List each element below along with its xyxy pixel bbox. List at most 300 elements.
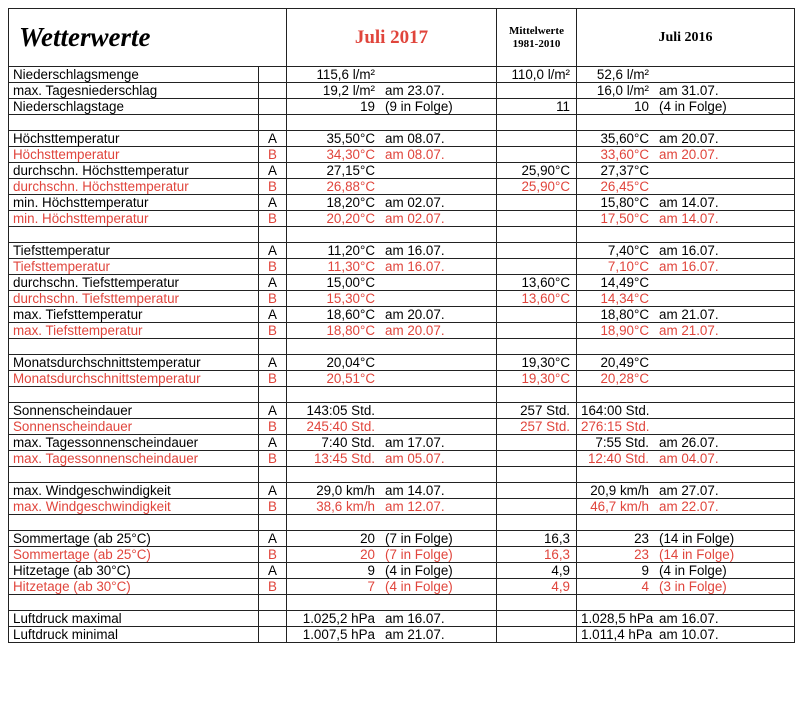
value-2016-main: 33,60°C — [600, 147, 649, 162]
value-2017-main: 18,60°C — [326, 307, 375, 322]
value-2017-note: am 21.07. — [385, 627, 445, 642]
row-label: durchschn. Höchsttemperatur — [9, 179, 259, 195]
row-station: A — [259, 355, 287, 371]
value-2017-note: am 14.07. — [385, 483, 445, 498]
value-2016-note: am 26.07. — [659, 435, 719, 450]
value-mittelwert — [497, 611, 577, 627]
value-2017-main: 34,30°C — [326, 147, 375, 162]
value-2017-main: 9 — [367, 563, 375, 578]
value-2017 — [287, 403, 497, 419]
value-2016-main: 14,34°C — [600, 291, 649, 306]
empty-cell — [577, 595, 795, 611]
empty-cell — [259, 339, 287, 355]
empty-cell — [497, 227, 577, 243]
row-station: A — [259, 307, 287, 323]
value-mittelwert: 19,30°C — [497, 371, 577, 387]
value-2016-main: 164:00 Std. — [581, 403, 650, 418]
table-row — [9, 419, 795, 435]
empty-cell — [287, 339, 497, 355]
value-2016-note: am 31.07. — [659, 83, 719, 98]
value-mittelwert: 110,0 l/m² — [497, 67, 577, 83]
empty-cell — [287, 515, 497, 531]
value-mittelwert — [497, 243, 577, 259]
empty-cell — [259, 467, 287, 483]
spacer-row — [9, 515, 795, 531]
row-station: A — [259, 163, 287, 179]
empty-cell — [287, 227, 497, 243]
value-2017 — [287, 179, 497, 195]
row-label: Tiefsttemperatur — [9, 259, 259, 275]
row-station — [259, 627, 287, 643]
spacer-row — [9, 227, 795, 243]
value-2016 — [577, 419, 795, 435]
value-2017 — [287, 499, 497, 515]
row-label: min. Höchsttemperatur — [9, 211, 259, 227]
value-2016-main: 18,80°C — [600, 307, 649, 322]
value-2016-main: 7:55 Std. — [595, 435, 649, 450]
value-2017-note: am 20.07. — [385, 323, 445, 338]
table-row — [9, 131, 795, 147]
value-2017 — [287, 275, 497, 291]
header-row — [9, 9, 795, 67]
value-2017 — [287, 195, 497, 211]
value-2017 — [287, 547, 497, 563]
value-2016 — [577, 403, 795, 419]
value-2017-main: 11,20°C — [327, 243, 375, 258]
empty-cell — [497, 515, 577, 531]
row-label: Niederschlagsmenge — [9, 67, 259, 83]
value-2016 — [577, 611, 795, 627]
value-mittelwert — [497, 131, 577, 147]
value-2017-note: am 16.07. — [385, 259, 445, 274]
value-2016-note: (4 in Folge) — [659, 99, 727, 114]
value-2017 — [287, 435, 497, 451]
row-station — [259, 611, 287, 627]
row-label: durchschn. Tiefsttemperatur — [9, 275, 259, 291]
table-row — [9, 499, 795, 515]
empty-cell — [577, 467, 795, 483]
value-2016 — [577, 579, 795, 595]
value-2017-main: 19,2 l/m² — [322, 83, 375, 98]
value-2016-main: 1.028,5 hPa — [581, 611, 654, 626]
value-2016-main: 23 — [634, 547, 649, 562]
spacer-row — [9, 387, 795, 403]
value-2017-main: 115,6 l/m² — [316, 67, 375, 82]
value-2016 — [577, 147, 795, 163]
row-station: A — [259, 483, 287, 499]
value-mittelwert: 25,90°C — [497, 163, 577, 179]
table-row — [9, 547, 795, 563]
empty-cell — [9, 227, 259, 243]
value-2017-note: am 12.07. — [385, 499, 445, 514]
row-label: max. Tiefsttemperatur — [9, 323, 259, 339]
value-2017 — [287, 211, 497, 227]
value-2017 — [287, 99, 497, 115]
value-mittelwert: 19,30°C — [497, 355, 577, 371]
row-label: Hitzetage (ab 30°C) — [9, 579, 259, 595]
empty-cell — [259, 515, 287, 531]
value-2016-main: 16,0 l/m² — [596, 83, 649, 98]
row-station: A — [259, 131, 287, 147]
value-2017-main: 20 — [360, 547, 375, 562]
row-label: Hitzetage (ab 30°C) — [9, 563, 259, 579]
value-mittelwert: 13,60°C — [497, 275, 577, 291]
table-row — [9, 579, 795, 595]
value-2017-main: 7 — [367, 579, 375, 594]
value-2016 — [577, 531, 795, 547]
value-2017 — [287, 243, 497, 259]
value-2016-main: 26,45°C — [600, 179, 649, 194]
value-mittelwert — [497, 451, 577, 467]
value-2016-main: 46,7 km/h — [590, 499, 649, 514]
value-2016-note: am 16.07. — [659, 259, 719, 274]
value-2016-main: 1.011,4 hPa — [581, 627, 653, 642]
value-2016-main: 17,50°C — [600, 211, 649, 226]
value-mittelwert — [497, 83, 577, 99]
table-row — [9, 275, 795, 291]
row-label: Monatsdurchschnittstemperatur — [9, 355, 259, 371]
value-2017-note: (9 in Folge) — [385, 99, 453, 114]
value-2017 — [287, 67, 497, 83]
value-2016-note: am 16.07. — [659, 611, 719, 626]
value-2017-main: 18,20°C — [326, 195, 375, 210]
row-station: B — [259, 211, 287, 227]
value-2016 — [577, 483, 795, 499]
row-label: Sommertage (ab 25°C) — [9, 547, 259, 563]
header-juli-2016: Juli 2016 — [577, 9, 795, 67]
value-2016-note: (14 in Folge) — [659, 531, 735, 546]
empty-cell — [497, 467, 577, 483]
row-station: A — [259, 403, 287, 419]
row-station: A — [259, 195, 287, 211]
empty-cell — [9, 515, 259, 531]
value-2016-main: 276:15 Std. — [581, 419, 650, 434]
table-row — [9, 355, 795, 371]
table-row — [9, 99, 795, 115]
value-2016-note: am 22.07. — [659, 499, 719, 514]
table-row — [9, 371, 795, 387]
row-label: min. Höchsttemperatur — [9, 195, 259, 211]
value-2017-note: (7 in Folge) — [385, 531, 453, 546]
value-2016 — [577, 371, 795, 387]
value-2016 — [577, 323, 795, 339]
row-label: max. Tagessonnenscheindauer — [9, 435, 259, 451]
value-mittelwert: 16,3 — [497, 547, 577, 563]
value-2016-note: am 10.07. — [659, 627, 719, 642]
value-2016-main: 27,37°C — [600, 163, 649, 178]
value-2016-main: 12:40 Std. — [587, 451, 649, 466]
value-mittelwert: 13,60°C — [497, 291, 577, 307]
value-2017-main: 38,6 km/h — [316, 499, 375, 514]
empty-cell — [497, 115, 577, 131]
spacer-row — [9, 339, 795, 355]
empty-cell — [497, 595, 577, 611]
value-2017-main: 27,15°C — [326, 163, 375, 178]
weather-table — [8, 8, 795, 643]
empty-cell — [259, 387, 287, 403]
value-2016-main: 20,9 km/h — [590, 483, 649, 498]
value-2017 — [287, 259, 497, 275]
row-station: B — [259, 179, 287, 195]
row-label: durchschn. Höchsttemperatur — [9, 163, 259, 179]
value-2017-main: 20,04°C — [326, 355, 375, 370]
value-2017-main: 35,50°C — [326, 131, 375, 146]
row-station: B — [259, 147, 287, 163]
value-2016-main: 7,40°C — [607, 243, 649, 258]
value-2017 — [287, 563, 497, 579]
value-2017 — [287, 579, 497, 595]
value-2016-main: 15,80°C — [600, 195, 649, 210]
value-2017 — [287, 291, 497, 307]
row-station: B — [259, 259, 287, 275]
table-row — [9, 563, 795, 579]
row-station: A — [259, 275, 287, 291]
empty-cell — [259, 595, 287, 611]
value-2017-note: am 17.07. — [385, 435, 445, 450]
empty-cell — [259, 115, 287, 131]
value-2016 — [577, 355, 795, 371]
row-label: max. Windgeschwindigkeit — [9, 483, 259, 499]
row-station: B — [259, 451, 287, 467]
value-2016-note: am 20.07. — [659, 131, 719, 146]
value-2016-main: 4 — [641, 579, 649, 594]
value-mittelwert — [497, 627, 577, 643]
row-station: A — [259, 435, 287, 451]
table-row — [9, 483, 795, 499]
value-mittelwert: 257 Std. — [497, 419, 577, 435]
value-2016-note: am 21.07. — [659, 307, 719, 322]
row-label: Luftdruck minimal — [9, 627, 259, 643]
table-row — [9, 627, 795, 643]
row-station: B — [259, 499, 287, 515]
value-2017 — [287, 483, 497, 499]
header-juli-2017: Juli 2017 — [287, 9, 497, 67]
row-label: Höchsttemperatur — [9, 147, 259, 163]
row-label: durchschn. Tiefsttemperatur — [9, 291, 259, 307]
table-row — [9, 83, 795, 99]
value-2016 — [577, 243, 795, 259]
row-label: Sonnenscheindauer — [9, 419, 259, 435]
table-row — [9, 291, 795, 307]
value-2016-main: 20,28°C — [600, 371, 649, 386]
value-2016-main: 10 — [634, 99, 649, 114]
value-2017-main: 18,80°C — [326, 323, 375, 338]
value-2016-note: am 14.07. — [659, 211, 719, 226]
empty-cell — [577, 339, 795, 355]
value-2017 — [287, 131, 497, 147]
value-2016 — [577, 451, 795, 467]
value-2016-note: am 27.07. — [659, 483, 719, 498]
value-2016-main: 35,60°C — [600, 131, 649, 146]
empty-cell — [287, 387, 497, 403]
value-2016 — [577, 67, 795, 83]
table-row — [9, 163, 795, 179]
row-label: Sommertage (ab 25°C) — [9, 531, 259, 547]
value-2016-note: (14 in Folge) — [659, 547, 735, 562]
row-station — [259, 83, 287, 99]
header-mittelwerte — [497, 9, 577, 67]
row-station: B — [259, 291, 287, 307]
row-station: B — [259, 547, 287, 563]
value-2016 — [577, 259, 795, 275]
table-row — [9, 147, 795, 163]
value-mittelwert — [497, 147, 577, 163]
value-mittelwert — [497, 323, 577, 339]
empty-cell — [577, 515, 795, 531]
value-2016 — [577, 131, 795, 147]
empty-cell — [259, 227, 287, 243]
value-2017 — [287, 307, 497, 323]
value-2017 — [287, 419, 497, 435]
empty-cell — [497, 387, 577, 403]
value-2016 — [577, 435, 795, 451]
value-2017-main: 20,20°C — [326, 211, 375, 226]
empty-cell — [287, 467, 497, 483]
row-label: Sonnenscheindauer — [9, 403, 259, 419]
value-mittelwert: 4,9 — [497, 563, 577, 579]
value-2017-main: 19 — [360, 99, 375, 114]
value-2017-main: 26,88°C — [326, 179, 375, 194]
value-2016-note: am 16.07. — [659, 243, 719, 258]
table-row — [9, 67, 795, 83]
value-2017 — [287, 355, 497, 371]
value-mittelwert: 16,3 — [497, 531, 577, 547]
value-2017-main: 245:40 Std. — [306, 419, 375, 434]
row-label: Tiefsttemperatur — [9, 243, 259, 259]
value-mittelwert: 11 — [497, 99, 577, 115]
value-2017-main: 29,0 km/h — [316, 483, 375, 498]
row-label: max. Tagesniederschlag — [9, 83, 259, 99]
table-row — [9, 435, 795, 451]
value-2017 — [287, 531, 497, 547]
value-2017-main: 20 — [360, 531, 375, 546]
value-2016-main: 14,49°C — [600, 275, 649, 290]
row-station: B — [259, 419, 287, 435]
table-row — [9, 403, 795, 419]
value-2016 — [577, 195, 795, 211]
value-mittelwert — [497, 195, 577, 211]
value-2017-note: am 08.07. — [385, 147, 445, 162]
empty-cell — [577, 227, 795, 243]
row-label: Höchsttemperatur — [9, 131, 259, 147]
value-2017-main: 15,00°C — [326, 275, 375, 290]
value-2017-note: am 20.07. — [385, 307, 445, 322]
value-2017-main: 11,30°C — [327, 259, 375, 274]
empty-cell — [9, 387, 259, 403]
value-2017-note: am 02.07. — [385, 211, 445, 226]
value-2016 — [577, 83, 795, 99]
value-2017-note: am 16.07. — [385, 611, 445, 626]
table-row — [9, 307, 795, 323]
value-2016 — [577, 499, 795, 515]
table-row — [9, 611, 795, 627]
row-label: max. Tagessonnenscheindauer — [9, 451, 259, 467]
value-mittelwert: 257 Std. — [497, 403, 577, 419]
empty-cell — [9, 467, 259, 483]
table-row — [9, 531, 795, 547]
value-2017-main: 1.025,2 hPa — [302, 611, 375, 626]
value-2017-main: 15,30°C — [326, 291, 375, 306]
value-mittelwert — [497, 435, 577, 451]
value-2017-note: (4 in Folge) — [385, 563, 453, 578]
row-label: max. Windgeschwindigkeit — [9, 499, 259, 515]
value-2016-main: 7,10°C — [607, 259, 649, 274]
value-2016 — [577, 99, 795, 115]
value-2017-note: (4 in Folge) — [385, 579, 453, 594]
value-2016 — [577, 547, 795, 563]
value-2016 — [577, 291, 795, 307]
row-station: A — [259, 563, 287, 579]
value-2016-note: am 14.07. — [659, 195, 719, 210]
empty-cell — [9, 595, 259, 611]
table-row — [9, 323, 795, 339]
header-mittelwerte-line1: Mittelwerte — [509, 24, 564, 37]
table-row — [9, 451, 795, 467]
value-2017 — [287, 83, 497, 99]
value-2016-main: 9 — [641, 563, 649, 578]
value-2016-note: (4 in Folge) — [659, 563, 727, 578]
empty-cell — [287, 595, 497, 611]
table-title: Wetterwerte — [9, 9, 287, 67]
row-station: A — [259, 243, 287, 259]
empty-cell — [287, 115, 497, 131]
value-2017-note: (7 in Folge) — [385, 547, 453, 562]
value-2017-note: am 05.07. — [385, 451, 445, 466]
empty-cell — [9, 115, 259, 131]
value-2017-main: 7:40 Std. — [321, 435, 375, 450]
empty-cell — [577, 115, 795, 131]
value-2017 — [287, 611, 497, 627]
value-2016 — [577, 211, 795, 227]
row-label: Niederschlagstage — [9, 99, 259, 115]
value-2017-main: 20,51°C — [326, 371, 375, 386]
row-station: B — [259, 579, 287, 595]
value-2016 — [577, 163, 795, 179]
value-2017 — [287, 163, 497, 179]
value-2016-note: am 04.07. — [659, 451, 719, 466]
value-2016-note: am 20.07. — [659, 147, 719, 162]
row-station: B — [259, 323, 287, 339]
row-station — [259, 67, 287, 83]
empty-cell — [9, 339, 259, 355]
table-row — [9, 211, 795, 227]
row-station: B — [259, 371, 287, 387]
table-row — [9, 259, 795, 275]
value-2016 — [577, 627, 795, 643]
value-mittelwert — [497, 499, 577, 515]
row-station — [259, 99, 287, 115]
spacer-row — [9, 467, 795, 483]
value-2016-note: am 21.07. — [659, 323, 719, 338]
empty-cell — [577, 387, 795, 403]
row-station: A — [259, 531, 287, 547]
value-mittelwert — [497, 211, 577, 227]
value-2017-main: 1.007,5 hPa — [302, 627, 375, 642]
value-2017 — [287, 627, 497, 643]
value-mittelwert — [497, 307, 577, 323]
empty-cell — [497, 339, 577, 355]
value-2017-main: 143:05 Std. — [306, 403, 375, 418]
value-2017-note: am 16.07. — [385, 243, 445, 258]
value-2016-main: 52,6 l/m² — [596, 67, 649, 82]
table-row — [9, 179, 795, 195]
value-mittelwert: 4,9 — [497, 579, 577, 595]
value-2016-main: 18,90°C — [600, 323, 649, 338]
row-label: max. Tiefsttemperatur — [9, 307, 259, 323]
value-2016 — [577, 275, 795, 291]
value-2017-note: am 02.07. — [385, 195, 445, 210]
value-2016-note: (3 in Folge) — [659, 579, 727, 594]
